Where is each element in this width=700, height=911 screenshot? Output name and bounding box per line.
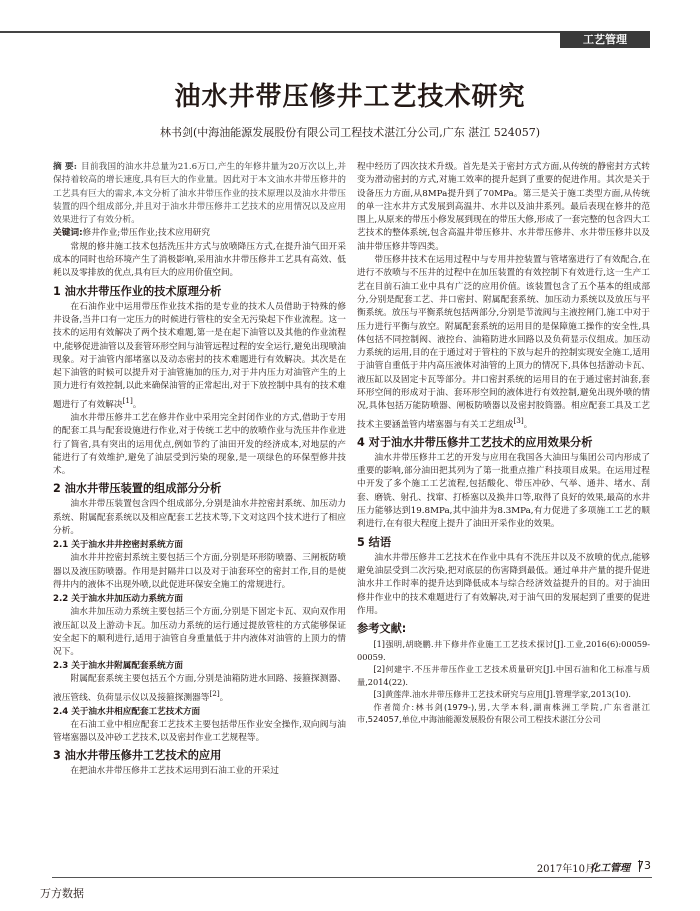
paragraph: 在石油作业中运用带压作业技术指的是专业的技术人员借助于特殊的修井设备,当井口有一定压力的时候进行管柱的安全无污染起下作业流程。这一技术的运用有效解决了两个技术难题,第一是在起下油管以及其他的作业流程中,能够促进油管以及套管环形空间与油管远程过程的安全运行,避免出现喷油现象。对于油管内部堵塞以及动态密封的技术难题进行有效解决。其次是在起下油管的时候可以提升对于油管施加的压力,对于井内压力对油管产生的上顶力进行有效控制,以此来确保油管的正常起出,对于下放控制中具有的技术难题进行了有效解决[1]。 (53, 301, 346, 410)
paragraph-text: 附属配套系统主要包括五个方面,分别是油箱防进水回路、接箍探测器、液压管线、负荷显示仪以及接箍探测器等 (53, 674, 346, 703)
right-column (357, 161, 650, 726)
reference-item: [2]何建宇.不压井带压作业工艺技术质量研究[J].中国石油和化工标准与质量,2014(22). (357, 664, 650, 687)
paragraph: 油水井带压修井工艺的开发与应用在我国各大油田与集团公司内形成了重要的影响,部分油田把其列为了第一批重点推广科技项目成果。在运用过程中开发了多个施工工艺流程,包括酸化、带压冲砂、气举、通井、堵水、刮套、磨铣、射孔、找窜、打桥塞以及换井口等,取得了良好的效果,最高的水井压力能够达到19.8MPa,其中油井为8.3MPa,有力促进了多项施工工艺的顺利进行,在有很大程度上提升了油田开采作业的效果。 (357, 452, 650, 530)
heading-2-4: 2.4 关于油水井相应配套工艺技术方面 (53, 706, 201, 717)
keywords (53, 227, 346, 240)
paragraph: 油水井带压修井工艺在修井作业中采用完全封闭作业的方式,借助于专用的配套工具与配套设施进行作业,对于传统工艺中的放喷作业与洗压井作业进行了简省,具有突出的运用优点,例如节约了油田开发的经济成本,对地层的产能进行了有效维护,避免了油层受到污染的现象,是一项绿色的环保型修井技术。 (53, 412, 346, 477)
paragraph-text: 在石油作业中运用带压作业技术指的是专业的技术人员借助于特殊的修井设备,当井口有一定压力的时候进行管柱的安全无污染起下作业流程。这一技术的运用有效解决了两个技术难题,第一是在起下油管以及其他的作业流程中,能够促进油管以及套管环形空间与油管远程过程的安全运行,避免出现喷油现象。对于油管内部堵塞以及动态密封的技术难题进行有效解决。其次是在起下油管的时候可以提升对于油管施加的压力,对于井内压力对油管产生的上顶力进行有效控制,以此来确保油管的正常起出,对于下放控制中具有的技术难题进行了有效解决 (53, 301, 346, 410)
paragraph: 油水井加压动力系统主要包括三个方面,分别是下固定卡瓦、双向双作用液压缸以及上游动卡瓦。加压动力系统的运行通过提放管柱的方式能够保证安全起下的顺利进行,适用于油管自身重量低于井内液体对油管的上顶力的情况下。 (53, 607, 346, 658)
keywords-text: 修井作业;带压作业;技术应用研究 (82, 228, 211, 239)
abstract-label: 摘 要: (53, 162, 77, 172)
page-number: 73 (637, 859, 651, 872)
paragraph-text: 带压修井技术在运用过程中与专用井控装置与管堵塞进行了有效配合,在进行不放喷与不压井的过程中在加压装置的有效控制下有效进行,这一生产工艺在目前石油工业中具有广泛的应用价值。该装置包含了五个基本的组成部分,分别是配套工艺、井口密封、附属配套系统、加压动力系统以及放压与平衡系统。放压与平衡系统包括两部分,分别是节流阀与主液控闸门,施工中对于压力进行平衡与放空。附属配套系统的运用目的是保障施工操作的安全性,具体包括不同控制阀、液控台、油箱防进水回路以及负荷显示仪组成。加压动力系统的运用,目的在于通过对于管柱的下放与起升的控制实现安全施工,适用于油管自重低于井内高压液体对油管的上顶力的情况下,具体包括游动卡瓦、液压缸以及固定卡瓦等部分。井口密封系统的运用目的在于通过密封油套,套环形空间的形成对于油、套环形空间的液体进行有效控制,避免出现外喷的情况,具体包括万能防喷器、闸板防喷器以及密封胶筒器。相应配套工具及工艺技术主要涵盖管内堵塞器与有关工艺组成 (357, 255, 650, 430)
heading-2-3: 2.3 关于油水井附属配套系统方面 (53, 661, 183, 672)
paragraph: 油水井带压装置包含四个组成部分,分别是油水井控密封系统、加压动力系统、附属配套系统以及相应配套工艺技术等,下文对这四个技术进行了相应分析。 (53, 499, 346, 537)
header-rule (0, 31, 650, 33)
paragraph: 带压修井技术在运用过程中与专用井控装置与管堵塞进行了有效配合,在进行不放喷与不压井的过程中在加压装置的有效控制下有效进行,这一生产工艺在目前石油工业中具有广泛的应用价值。该装置包含了五个基本的组成部分,分别是配套工艺、井口密封、附属配套系统、加压动力系统以及放压与平衡系统。放压与平衡系统包括两部分,分别是节流阀与主液控闸门,施工中对于压力进行平衡与放空。附属配套系统的运用目的是保障施工操作的安全性,具体包括不同控制阀、液控台、油箱防进水回路以及负荷显示仪组成。加压动力系统的运用,目的在于通过对于管柱的下放与起升的控制实现安全施工,适用于油管自重低于井内高压液体对油管的上顶力的情况下,具体包括游动卡瓦、液压缸以及固定卡瓦等部分。井口密封系统的运用目的在于通过密封油套,套环形空间的形成对于油、套环形空间的液体进行有效控制,避免出现外喷的情况,具体包括万能防喷器、闸板防喷器以及密封胶筒器。相应配套工具及工艺技术主要涵盖管内堵塞器与有关工艺组成[3]。 (357, 255, 650, 430)
paragraph: 油水井带压修井工艺技术在作业中具有不洗压井以及不放喷的优点,能够避免油层受到二次污染,把对底层的伤害降到最低。通过单井产量的提升促进油水井工作时率的提升达到降低成本与综合经济效益提升的目的。对于油田修井作业中的技术难题进行了有效解决,对于油气田的发展起到了重要的促进作用。 (357, 552, 650, 616)
abstract-text: 目前我国的油水井总量为21.6万口,产生的年修井量为20万次以上,并保持着较高的增长速度,具有巨大的作业量。因此对于本文油水井带压修井的工艺具有巨大的需求,本文分析了油水井带压作业的技术原理以及油水井带压装置的四个组成部分,并且对于油水井带压修井工艺技术的应用情况以及应用效果进行了有效分析。 (53, 162, 347, 226)
paragraph: 油水井井控密封系统主要包括三个方面,分别是环形防喷器、三闸板防喷器以及液压防喷器。作用是封隔井口以及对于油套环空的密封工作,目的是使得井内的液体不出现外喷,以此促进环保安全施工的常规进行。 (53, 553, 346, 590)
author-byline: 林书剑(中海油能源发展股份有限公司工程技术湛江分公司,广东 湛江 524057) (159, 126, 541, 139)
heading-5: 5 结语 (357, 535, 392, 549)
footer-rule (52, 877, 652, 878)
citation: [3] (513, 415, 524, 425)
reference-item: [1]强明,胡晓鹏.井下修井作业施工工艺技术探讨[J].工业,2016(6):00059-00059. (357, 639, 650, 662)
paragraph: 附属配套系统主要包括五个方面,分别是油箱防进水回路、接箍探测器、液压管线、负荷显示仪以及接箍探测器等[2]。 (53, 674, 346, 703)
footer-date: 2017年10月 (536, 864, 595, 875)
heading-2-2: 2.2 关于油水井加压动力系统方面 (53, 594, 183, 605)
intro-paragraph: 常规的修井施工技术包括洗压井方式与放喷降压方式,在提升油气田开采成本的同时也给环境产生了消极影响,采用油水井带压修井工艺具有高效、低耗以及零排放的优点,具有巨大的应用价值空间。 (53, 241, 346, 279)
heading-2-1: 2.1 关于油水井井控密封系统方面 (53, 540, 183, 551)
citation: [2] (209, 688, 220, 698)
section-tag: 工艺管理 (560, 31, 650, 48)
left-column (53, 161, 346, 779)
heading-2: 2 油水井带压装置的组成部分分析 (53, 482, 222, 496)
footer-journal-name: 化工管理 (590, 863, 630, 874)
article-title: 油水井带压修井工艺技术研究 (174, 82, 526, 112)
paragraph: 程中经历了四次技术升级。首先是关于密封方式方面,从传统的静密封方式转变为滑动密封的方式,对施工效率的提升起到了重要的促进作用。其次是关于设备压力方面,从8MPa提升到了70MPa。第三是关于施工类型方面,从传统的单一注水井方式发展到高温井、水井以及油井系列。最后表现在修井的范围上,从原来的带压小修发展到现在的带压大修,形成了一套完整的包含四大工艺技术的整体系统,包含高温井带压修井、水井带压修井、水井带压修井以及油井带压修井等四类。 (357, 162, 650, 252)
keywords-label: 关键词: (53, 228, 83, 239)
paragraph: 在石油工业中相应配套工艺技术主要包括带压作业安全操作,双向阀与油管堵塞器以及冲砂工艺技术,以及密封作业工艺规程等。 (53, 719, 346, 744)
watermark: 万方数据 (40, 887, 84, 900)
references-heading: 参考文献: (357, 622, 407, 636)
reference-item: [3]黄莲萍.油水井带压修井工艺技术研究与应用[J].管理学家,2013(10). (373, 689, 632, 700)
citation: [1] (122, 395, 133, 405)
heading-1: 1 油水井带压作业的技术原理分析 (53, 284, 222, 298)
heading-4: 4 对于油水井带压修井工艺技术的应用效果分析 (357, 435, 593, 449)
heading-3: 3 油水井带压修井工艺技术的应用 (53, 749, 222, 763)
abstract (53, 161, 346, 227)
paragraph: 在把油水井带压修井工艺技术运用到石油工业的开采过 (70, 766, 279, 777)
author-info: 作者简介:林书剑(1979-),男,大学本科,湖南株洲工学院,广东省湛江市,524057,单位,中海油能源发展股份有限公司工程技术湛江分公司 (357, 701, 650, 725)
